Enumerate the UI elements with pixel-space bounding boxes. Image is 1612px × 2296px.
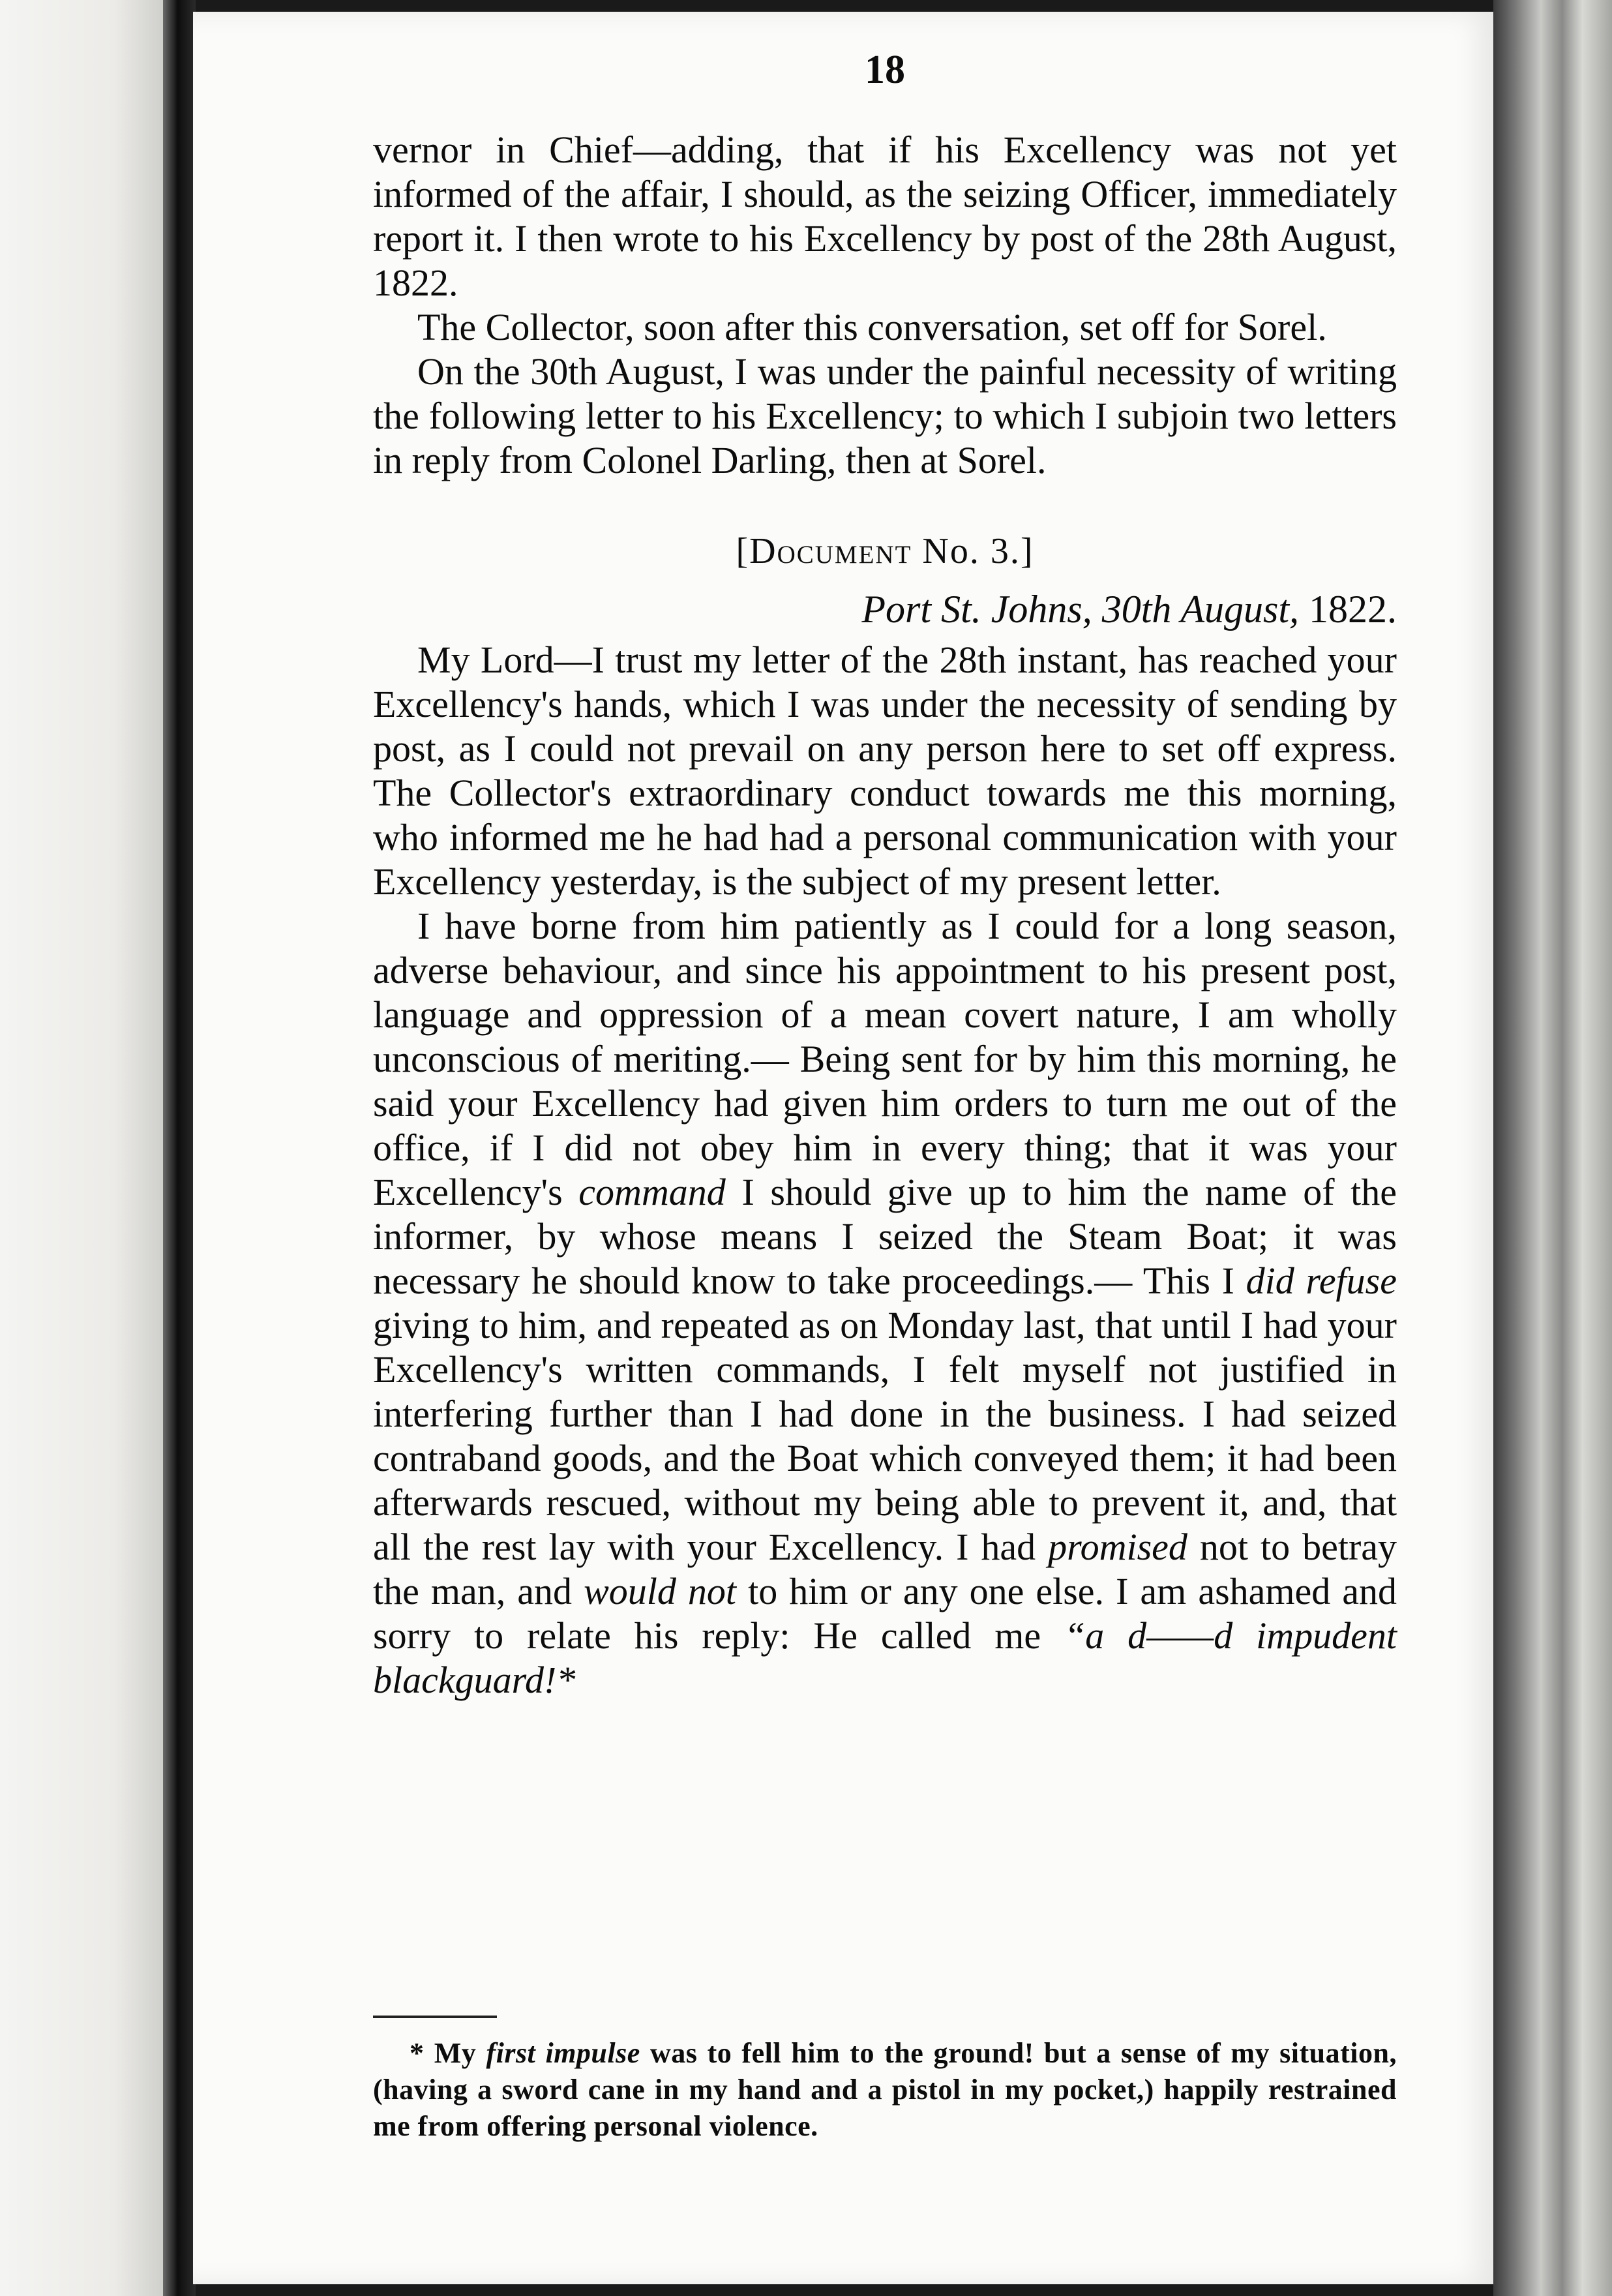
page-content (373, 0, 1397, 2296)
emphasis-command: command (578, 1171, 726, 1213)
footnote-marker: * My (410, 2037, 477, 2069)
emphasis-would-not: would not (584, 1570, 737, 1612)
document-heading-word: Document (749, 531, 912, 571)
footnote (373, 2035, 1397, 2145)
letter-text: to him or any one else. I am ashamed and sorry to relate his reply: He called me (373, 1570, 1397, 1657)
letter-text: not to betray the man, and (373, 1526, 1397, 1612)
letter-text: giving to him, and repeated as on Monday last, that until I had your Excellency's written commands, I felt myself not justified in interfering further than I had done in the business. I had seized contraband goods, and the Boat which conveyed them; it had been afterwards rescued, without my being able to prevent it, and, that all the rest lay with your Excellency. I had (373, 1304, 1397, 1568)
paragraph-continuation: vernor in Chief—adding, that if his Excellency was not yet informed of the affair, I should, as the seizing Officer, immediately report it. I then wrote to his Excellency by post of the 28th August, 1822. (373, 128, 1397, 304)
page-number: 18 (865, 48, 905, 92)
emphasis-promised: promised (1048, 1526, 1187, 1568)
dateline-date: 30th August, (1101, 588, 1299, 631)
book-gutter (163, 0, 196, 2296)
letter-dateline (373, 586, 1397, 633)
quoted-insult: “a d——d impudent blackguard!* (373, 1614, 1397, 1701)
emphasis-did-refuse: did refuse (1246, 1260, 1397, 1302)
letter-text: I should give up to him the name of the informer, by whose means I seized the Steam Boat; it was necessary he should know to take proceedings.— This I (373, 1171, 1397, 1302)
letter-text: I have borne from him patiently as I could for a long season, adverse behaviour, and since his appointment to his present post, language and oppression of a mean covert nature, I am wholly unconscious of meriting.— Being sent for by him this morning, he said your Excellency had given him orders to turn me out of the office, if I did not obey him in every thing; that it was your Excellency's (373, 905, 1397, 1213)
facing-page-edge (0, 0, 163, 2296)
body-text (373, 128, 1397, 1702)
dateline-year: 1822. (1309, 588, 1397, 631)
document-heading: [Document No. 3.] (736, 531, 1034, 571)
document-heading-number: No. 3. (922, 531, 1021, 571)
letter-paragraph-2 (373, 904, 1397, 1702)
page-stack-edge (1493, 0, 1612, 2296)
paragraph-collector-departure: The Collector, soon after this conversation, set off for Sorel. (417, 306, 1327, 348)
letter-paragraph-1: My Lord—I trust my letter of the 28th instant, has reached your Excellency's hands, which I was under the necessity of sending by post, as I could not prevail on any person here to set off express. The Collector's extraordinary conduct towards me this morning, who informed me he had had a personal communication with your Excellency yesterday, is the subject of my present letter. (373, 639, 1397, 903)
footnote-rule (373, 2016, 497, 2018)
letter-body (373, 638, 1397, 1702)
dateline-place: Port St. Johns, (861, 588, 1092, 631)
footnote-emphasis: first impulse (486, 2037, 640, 2069)
footnote-text: was to fell him to the ground! but a sense of my situation, (having a sword cane in my hand and a pistol in my pocket,) happily restrained me from offering personal violence. (373, 2037, 1397, 2142)
paragraph-painful-necessity: On the 30th August, I was under the painful necessity of writing the following letter to his Excellency; to which I subjoin two letters in reply from Colonel Darling, then at Sorel. (373, 350, 1397, 481)
